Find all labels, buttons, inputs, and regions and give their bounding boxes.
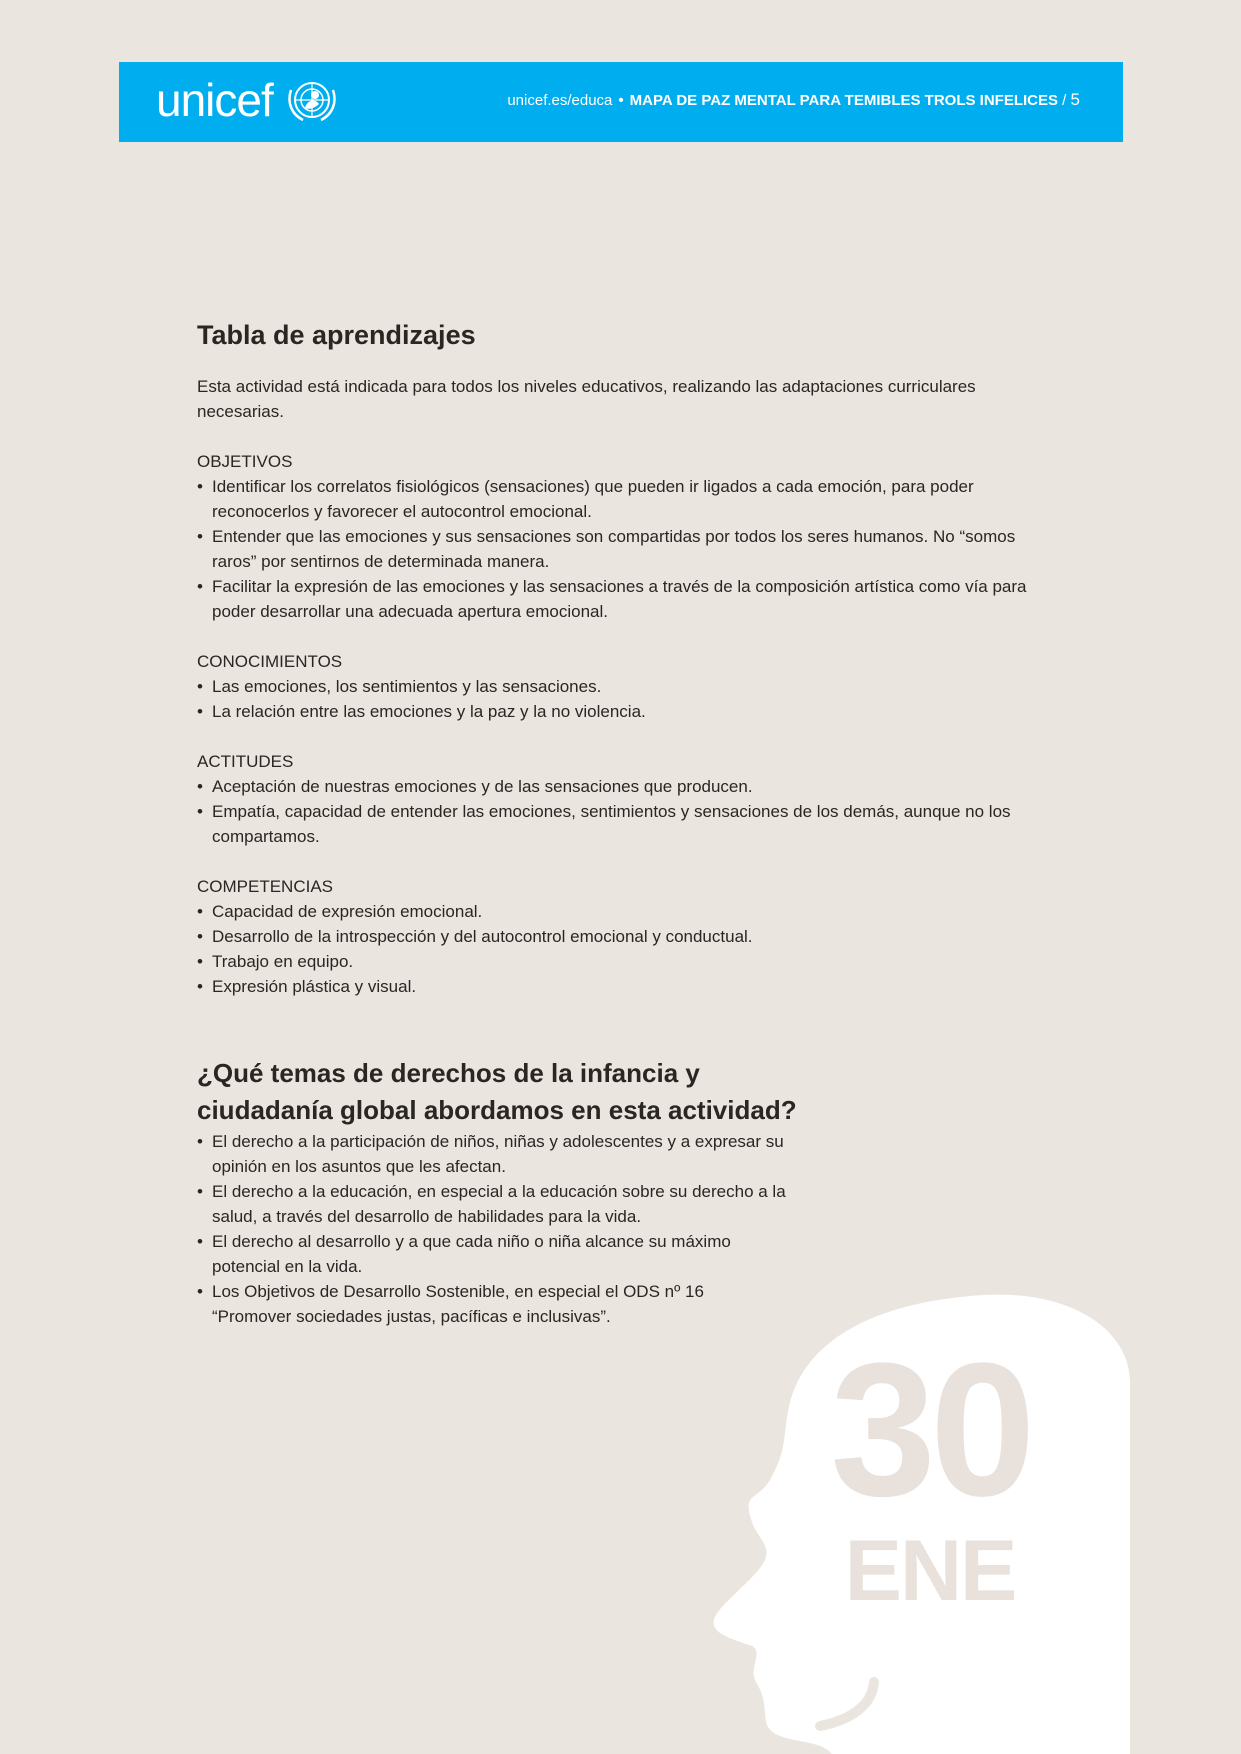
date-day: 30	[830, 1324, 1030, 1536]
competencias-list	[197, 899, 1047, 999]
list-item: • Desarrollo de la introspección y del autocontrol emocional y conductual.	[197, 924, 1047, 949]
list-item: • Empatía, capacidad de entender las emociones, sentimientos y sensaciones de los demás, aunque no los compartamos.	[197, 799, 1047, 849]
section-title-aprendizajes: Tabla de aprendizajes	[197, 320, 476, 350]
section-title-derechos	[197, 1055, 1047, 1129]
competencias-heading: COMPETENCIAS	[197, 877, 334, 896]
list-item: • Facilitar la expresión de las emociones y las sensaciones a través de la composición artística como vía para poder desarrollar una adecuada apertura emocional.	[197, 574, 1047, 624]
list-item: • Capacidad de expresión emocional.	[197, 899, 1047, 924]
actitudes-heading: ACTITUDES	[197, 752, 294, 771]
intro-paragraph: Esta actividad está indicada para todos los niveles educativos, realizando las adaptaciones curriculares necesarias.	[197, 377, 976, 421]
objetivos-list	[197, 474, 1047, 624]
header-separator: •	[618, 92, 624, 109]
list-item: • El derecho al desarrollo y a que cada niño o niña alcance su máximo potencial en la vida.	[197, 1229, 787, 1279]
main-content	[197, 316, 1047, 1329]
section-title-line-2: ciudadanía global abordamos en esta actividad?	[197, 1095, 797, 1125]
page-number: 5	[1070, 90, 1080, 109]
date-month: ENE	[844, 1523, 1016, 1619]
document-title: MAPA DE PAZ MENTAL PARA TEMIBLES TROLS INFELICES	[629, 92, 1059, 109]
list-item: • El derecho a la educación, en especial a la educación sobre su derecho a la salud, a través del desarrollo de habilidades para la vida.	[197, 1179, 787, 1229]
conocimientos-list	[197, 674, 1047, 724]
header-info	[507, 90, 1080, 111]
derechos-list	[197, 1129, 787, 1329]
objetivos-heading: OBJETIVOS	[197, 452, 293, 471]
list-item: • Entender que las emociones y sus sensaciones son compartidas por todos los seres humanos. No “somos raros” por sentirnos de determinada manera.	[197, 524, 1047, 574]
list-item: • Las emociones, los sentimientos y las sensaciones.	[197, 674, 1047, 699]
list-item: • Aceptación de nuestras emociones y de las sensaciones que producen.	[197, 774, 1047, 799]
section-title-line-1: ¿Qué temas de derechos de la infancia y	[197, 1058, 700, 1088]
page-separator: /	[1058, 92, 1071, 109]
list-item: • La relación entre las emociones y la paz y la no violencia.	[197, 699, 1047, 724]
actitudes-list	[197, 774, 1047, 849]
list-item: • Los Objetivos de Desarrollo Sostenible, en especial el ODS nº 16 “Promover sociedades justas, pacíficas e inclusivas”.	[197, 1279, 787, 1329]
list-item: • Expresión plástica y visual.	[197, 974, 1047, 999]
header-bar	[119, 62, 1123, 142]
unicef-emblem-icon	[285, 78, 339, 124]
head-silhouette-graphic	[700, 1290, 1130, 1754]
list-item: • Trabajo en equipo.	[197, 949, 1047, 974]
conocimientos-heading: CONOCIMIENTOS	[197, 652, 343, 671]
list-item: • Identificar los correlatos fisiológicos (sensaciones) que pueden ir ligados a cada emoción, para poder reconocerlos y favorecer el autocontrol emocional.	[197, 474, 1047, 524]
list-item: • El derecho a la participación de niños, niñas y adolescentes y a expresar su opinión en los asuntos que les afectan.	[197, 1129, 787, 1179]
unicef-logo[interactable]: unicef	[156, 74, 273, 126]
site-link[interactable]: unicef.es/educa	[507, 92, 613, 109]
